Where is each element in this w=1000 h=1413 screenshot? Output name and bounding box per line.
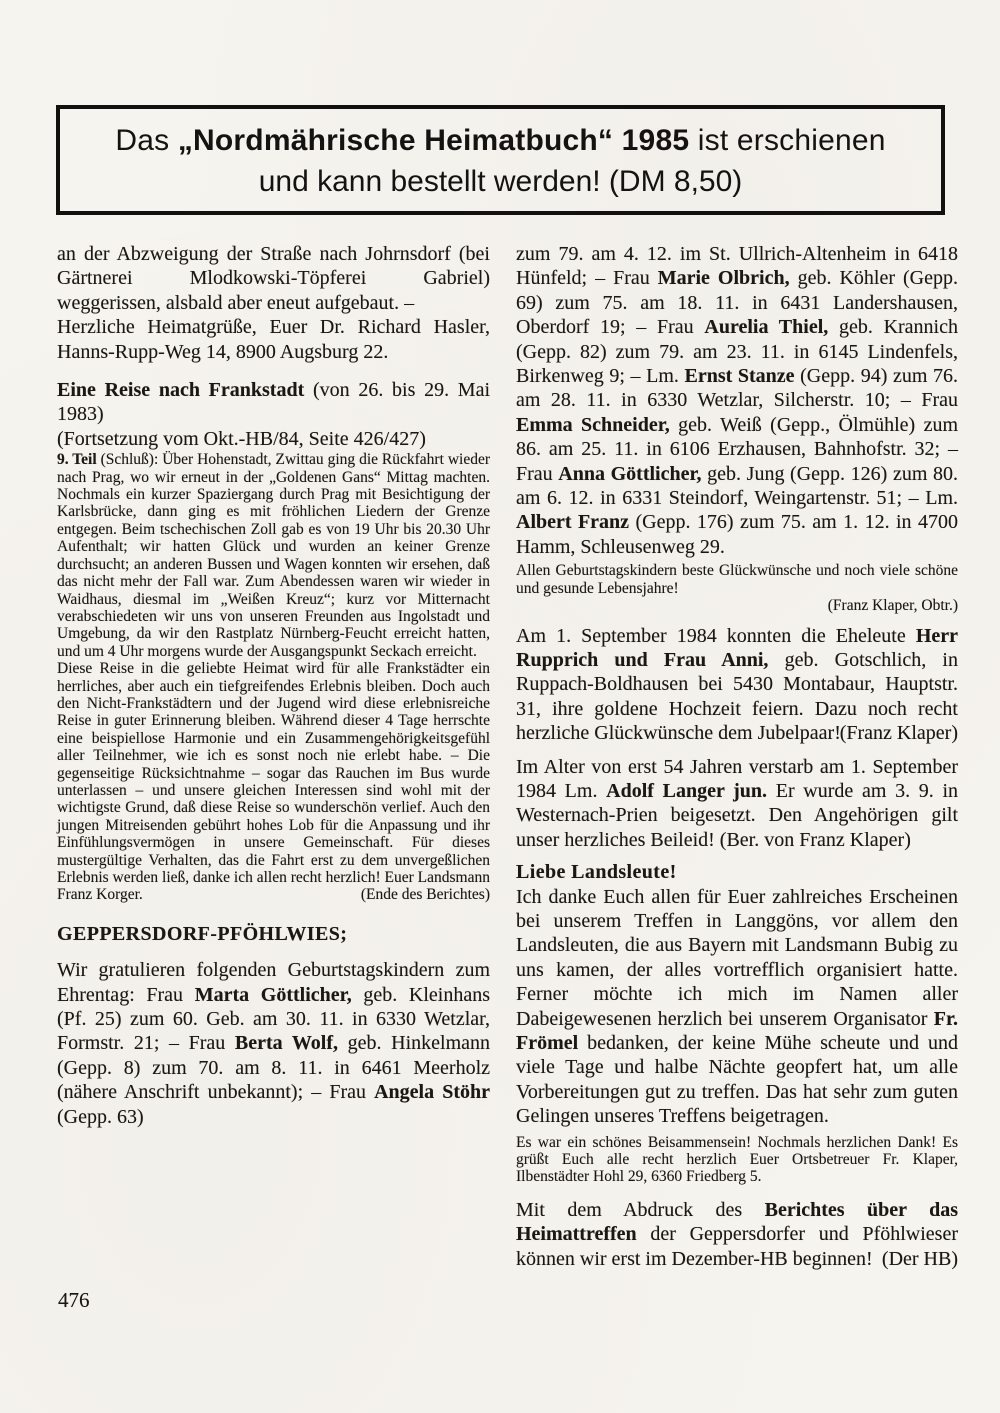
- bold-text-run: Aurelia Thiel,: [704, 316, 829, 339]
- masthead-line1-pre: Das: [115, 124, 178, 157]
- text-run: (Gepp. 176) zum 75. am 1. 12. in 4700 Hamm, Schleusenweg 29.: [516, 511, 958, 558]
- paragraph-abzweigung: [57, 242, 490, 315]
- bold-text-run: Eine Reise nach Frankstadt: [57, 379, 305, 402]
- text-run: an der Abzweigung der Straße nach Johrnsdorf (bei Gärtnerei Mlodkowski-Töpferei Gabriel) weggerissen, alsbald aber eneut aufgebaut. –: [57, 243, 490, 314]
- article-columns: [57, 242, 958, 1271]
- bold-text-run: Adolf Langer jun.: [606, 779, 768, 802]
- paragraph-nachruf-langer: [516, 755, 958, 853]
- paragraph-teil9: [57, 451, 490, 660]
- text-run: (Franz Klaper, Obtr.): [827, 597, 958, 615]
- text-run: Er wurde am 3. 9. in Westernach-Prien beigesetzt. Den Angehörigen gilt unser herzliches Beileid! (Ber. von Franz Klaper): [516, 779, 958, 851]
- text-run: geb. Krannich (Gepp. 82) zum 79. am 23. 11. in 6145 Lindenfels, Birkenweg 9; – Lm.: [516, 316, 958, 388]
- bold-text-run: Marta Göttlicher,: [194, 983, 352, 1006]
- bold-text-run: Angela Stöhr: [374, 1081, 490, 1104]
- bold-text-run: Albert Franz: [516, 511, 630, 534]
- text-run: Es war ein schönes Beisammensein! Nochmals herzlichen Dank! Es grüßt Euch alle recht herzlich Euer Ortsbetreuer Fr. Klaper, Ilbenstädter Hohl 29, 6360 Friedberg 5.: [516, 1133, 958, 1186]
- text-run: Allen Geburtstagskindern beste Glückwünsche und noch viele schöne und gesunde Lebensjahre!: [516, 562, 958, 597]
- text-run: (Gepp. 63): [57, 1105, 144, 1128]
- masthead-line1-post: ist erschienen: [689, 124, 886, 157]
- bold-text-run: Emma Schneider,: [516, 413, 670, 436]
- bold-text-run: Marie Olbrich,: [657, 267, 790, 290]
- section-heading-reise: [57, 378, 490, 427]
- bold-text-run: Fr. Frömel: [516, 1007, 958, 1054]
- paragraph-glueckwuensche: [516, 562, 958, 597]
- left-column: [57, 242, 490, 1271]
- paragraph-diese-reise: [57, 660, 490, 904]
- text-run: Wir gratulieren folgenden Geburtstagskindern zum Ehrentag: Frau: [57, 959, 490, 1006]
- text-run: (Gepp. 94) zum 76. am 28. 11. in 6330 Wetzlar, Silcherstr. 10; – Frau: [516, 365, 958, 412]
- text-run: geb. Gotschlich, in Ruppach-Boldhausen bei 5430 Montabaur, Hauptstr. 31, ihre goldene Hochzeit feiern. Dazu noch recht herzliche Glückwünsche dem Jubelpaar!: [516, 648, 958, 745]
- masthead-box: [56, 105, 945, 215]
- page-number: 476: [58, 1288, 90, 1312]
- masthead-line1-bold: „Nordmährische Heimatbuch“ 1985: [177, 124, 690, 157]
- paragraph-beisammensein: [516, 1134, 958, 1186]
- attribution-right: (Franz Klaper): [839, 722, 958, 745]
- text-run: Ich danke Euch allen für Euer zahlreiches Erscheinen bei unserem Treffen in Langgöns, vor allem den Landsleuten, die aus Bayern mit Landsmann Bubig zu uns kamen, der alles vortrefflich organisiert hatte. Ferner möchte ich mich im Namen aller Dabeigewesenen herzlich bei unserem Organisator: [516, 885, 958, 1030]
- bold-text-run: Berta Wolf,: [234, 1032, 339, 1055]
- bold-text-run: Berichtes über das Heimattreffen: [516, 1198, 958, 1246]
- text-run: geb. Weiß (Gepp., Ölmühle) zum 86. am 25. 11. in 6106 Erzhausen, Bahnhofstr. 32; – Frau: [516, 413, 958, 485]
- attribution-klaper-obtr: [516, 597, 958, 614]
- text-run: geb. Jung (Gepp. 126) zum 80. am 6. 12. in 6331 Steindorf, Weingartenstr. 51; – Lm.: [516, 462, 959, 510]
- text-run: bedanken, der keine Mühe scheute und und viele Tage und halbe Nächte geopfert hat, um alle Vorbereitungen gut zu treffen. Das hat sehr zum guten Gelingen unseres Treffens beigetragen.: [516, 1032, 958, 1128]
- attribution-right: (Ende des Berichtes): [360, 886, 490, 904]
- paragraph-goldene-hochzeit: [516, 624, 958, 746]
- text-run: Herzliche Heimatgrüße, Euer Dr. Richard Hasler, Hanns-Rupp-Weg 14, 8900 Augsburg 22.: [57, 316, 490, 363]
- paragraph-gratulation-links: [57, 958, 490, 1129]
- bold-text-run: Liebe Landsleute!: [516, 861, 677, 884]
- text-run: (von 26. bis 29. Mai 1983): [57, 379, 491, 426]
- bold-text-run: Ernst Stanze: [684, 365, 795, 388]
- paragraph-heimatgruesse: [57, 315, 490, 364]
- masthead-line1: [60, 120, 941, 162]
- text-run: der Geppersdorfer und Pföhlwieser können wir erst im Dezember-HB beginnen!: [516, 1223, 958, 1270]
- text-run: zum 79. am 4. 12. im St. Ullrich-Altenheim in 6418 Hünfeld; – Frau: [516, 243, 958, 290]
- section-heading-geppersdorf: [57, 922, 490, 946]
- paragraph-abdruck-bericht: [516, 1198, 958, 1271]
- paragraph-fortsetzung: [57, 427, 490, 451]
- masthead-line2: und kann bestellt werden! (DM 8,50): [258, 165, 743, 198]
- section-heading-landsleute: [516, 860, 958, 884]
- text-run: geb. Kleinhans (Pf. 25) zum 60. Geb. am 30. 11. in 6330 Wetzlar, Formstr. 21; – Frau: [57, 983, 490, 1055]
- text-run: Im Alter von erst 54 Jahren verstarb am 1. September 1984 Lm.: [516, 755, 958, 802]
- bold-text-run: Herr Rupprich und Frau Anni,: [516, 624, 958, 671]
- attribution-right: (Der HB): [881, 1247, 958, 1270]
- paragraph-gratulation-rechts: [516, 242, 958, 559]
- text-run: Am 1. September 1984 konnten die Eheleute: [516, 624, 916, 647]
- text-run: geb. Köhler (Gepp. 69) zum 75. am 18. 11. in 6431 Landershausen, Oberdorf 19; – Frau: [516, 267, 958, 339]
- bold-text-run: GEPPERSDORF-PFÖHLWIES;: [57, 922, 348, 945]
- text-run: (Schluß): Über Hohenstadt, Zwittau ging die Rückfahrt wieder nach Prag, wo wir erneut in der „Goldenen Gans“ Mittag machten. Nochmals ein kurzer Spaziergang durch Prag mit Besichtigung der Karlsbrücke, dann ging es mit fröhlichen Liedern der Grenze entgegen. Beim tschechischen Zoll gab es von 19 Uhr bis 20.30 Uhr Aufenthalt; wir hatten Glück und wurden an keiner Grenze durchsucht; an anderen Bussen und Wagen konnten wir ersehen, daß das nicht mehr der Fall war. Zum Abendessen waren wir wieder in Waidhaus, diesmal im „Weißen Kreuz“; kurz vor Mitternacht verabschiedeten wir uns von unseren Freunden aus Ingolstadt und Umgebung, da wir den Rastplatz Nürnberg-Feucht erreicht hatten, und um 4 Uhr morgens wurde der Ausgangspunkt Seckach erreicht.: [57, 451, 490, 660]
- text-run: Mit dem Abdruck des: [516, 1198, 765, 1221]
- text-run: Diese Reise in die geliebte Heimat wird für alle Frankstädter ein herrliches, aber auch ein tiefgreifendes Erlebnis bleiben. Doch auch den Nicht-Frankstädtern und der Jugend wird diese erlebnisreiche Reise in guter Erinnerung bleiben. Während dieser 4 Tage herrschte eine beispiellose Harmonie und ein Zusammengehörigkeitsgefühl aller Teilnehmer, wie ich es sonst noch nie erlebt habe. – Die gegenseitige Rücksichtnahme – sogar das Rauchen im Bus wurde unterlassen – und unsere gleichen Interessen sind wohl mit der wichtigste Grund, daß diese Reise so wunderschön verlief. Auch den jungen Mitreisenden gebührt hohes Lob für die Anpassung und ihr Einfühlungsvermögen in unsere Gemeinschaft. Für dieses mustergültige Verhalten, das die Fahrt erst zu dem unvergeßlichen Erlebnis werden ließ, danke ich allen recht herzlich! Euer Landsmann Franz Korger.: [57, 660, 490, 904]
- bold-text-run: Anna Göttlicher,: [558, 462, 702, 485]
- bold-text-run: 9. Teil: [57, 451, 97, 469]
- paragraph-dank-treffen: [516, 885, 958, 1129]
- text-run: geb. Hinkelmann (Gepp. 8) zum 70. am 8. 11. in 6461 Meerholz (nähere Anschrift unbekannt); – Frau: [57, 1032, 490, 1104]
- text-run: (Fortsetzung vom Okt.-HB/84, Seite 426/427): [57, 427, 426, 450]
- right-column: [516, 242, 958, 1271]
